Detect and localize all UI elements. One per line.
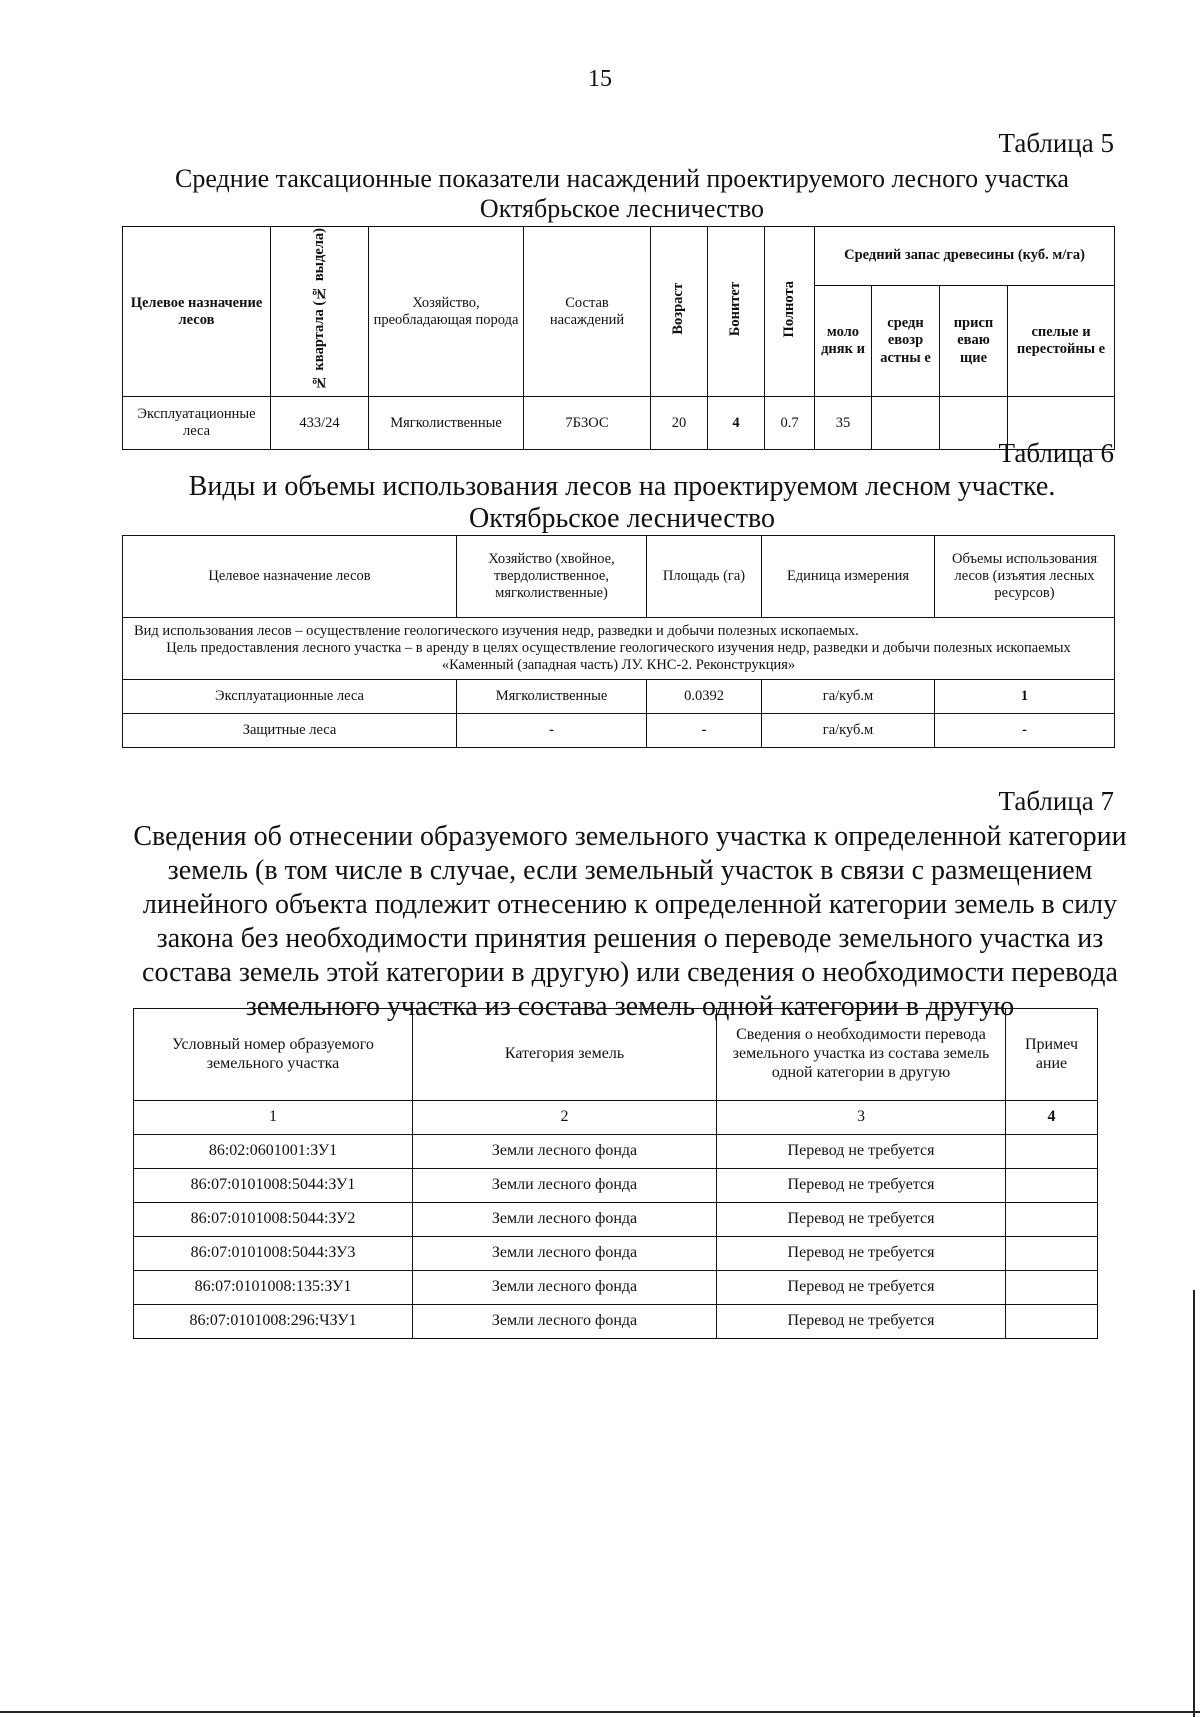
table-row — [134, 1305, 1098, 1339]
t7-row3-transfer: Перевод не требуется — [717, 1203, 1006, 1237]
t6-row1-volume: 1 — [935, 680, 1115, 714]
table5 — [122, 226, 1115, 450]
t6-row2-unit: га/куб.м — [762, 714, 935, 748]
t7-row6-number: 86:07:0101008:296:ЧЗУ1 — [134, 1305, 413, 1339]
t5-header-middle: средн евозр астны е — [872, 285, 940, 397]
table6-title — [122, 471, 1122, 535]
t7-row2-transfer: Перевод не требуется — [717, 1169, 1006, 1203]
page-number: 15 — [588, 66, 612, 92]
t5-cell-middle — [872, 397, 940, 450]
t7-row6-category: Земли лесного фонда — [413, 1305, 717, 1339]
t7-colnum-3: 3 — [717, 1101, 1006, 1135]
t7-row4-transfer: Перевод не требуется — [717, 1237, 1006, 1271]
table7-title-line1: Сведения об отнесении образуемого земельного участка к определенной категории — [133, 821, 1127, 852]
t5-cell-economy: Мягколиственные — [369, 397, 524, 450]
t7-row3-note — [1006, 1203, 1098, 1237]
t6-header-purpose: Целевое назначение лесов — [123, 536, 457, 618]
t7-header-transfer: Сведения о необходимости перевода земельного участка из состава земель одной категории в другую — [717, 1009, 1006, 1101]
table-row — [134, 1271, 1098, 1305]
table-row — [134, 1237, 1098, 1271]
t7-colnum-1: 1 — [134, 1101, 413, 1135]
t7-row6-transfer: Перевод не требуется — [717, 1305, 1006, 1339]
t6-row1-area: 0.0392 — [647, 680, 762, 714]
table-row — [123, 714, 1115, 748]
table5-label: Таблица 5 — [998, 128, 1114, 158]
t6-row2-area: - — [647, 714, 762, 748]
t6-note-line1: Вид использования лесов – осуществление геологического изучения недр, разведки и добычи полезных ископаемых. — [134, 622, 859, 639]
t7-row4-number: 86:07:0101008:5044:ЗУ3 — [134, 1237, 413, 1271]
t6-row2-economy: - — [457, 714, 647, 748]
t7-row5-note — [1006, 1271, 1098, 1305]
t7-row3-category: Земли лесного фонда — [413, 1203, 717, 1237]
table7-title-line4: закона без необходимости принятия решения о переводе земельного участка из — [156, 923, 1104, 954]
t7-row6-note — [1006, 1305, 1098, 1339]
t7-row5-transfer: Перевод не требуется — [717, 1271, 1006, 1305]
bottom-edge-line — [0, 1711, 1200, 1713]
t5-header-age-text: Возраст — [670, 283, 687, 335]
t6-note — [123, 618, 1115, 680]
t5-cell-age: 20 — [651, 397, 708, 450]
table7-title-line6: земельного участка из состава земель одной категории в другую — [245, 991, 1015, 1022]
t5-header-young: моло дняк и — [815, 285, 872, 397]
t5-cell-quarter: 433/24 — [271, 397, 369, 450]
t7-row4-category: Земли лесного фонда — [413, 1237, 717, 1271]
table7-title-line3: линейного объекта подлежит отнесению к определенной категории земель в силу — [142, 889, 1118, 920]
t7-row2-note — [1006, 1169, 1098, 1203]
t5-header-quarter-text: № квартала (№ выдела) — [310, 228, 327, 391]
t6-header-area: Площадь (га) — [647, 536, 762, 618]
t5-cell-purpose: Эксплуатационные леса — [123, 397, 271, 450]
table5-title-line1: Средние таксационные показатели насаждений проектируемого лесного участка — [175, 164, 1069, 193]
t7-header-note: Примеч ание — [1006, 1009, 1098, 1101]
t6-row1-economy: Мягколиственные — [457, 680, 647, 714]
t7-colnum-2: 2 — [413, 1101, 717, 1135]
t7-row4-note — [1006, 1237, 1098, 1271]
t7-row3-number: 86:07:0101008:5044:ЗУ2 — [134, 1203, 413, 1237]
t5-header-maturing: присп еваю щие — [940, 285, 1008, 397]
right-edge-line — [1193, 1290, 1195, 1717]
table6-title-line2: Октябрьское лесничество — [469, 503, 775, 534]
table6-title-line1: Виды и объемы использования лесов на проектируемом лесном участке. — [188, 471, 1056, 502]
t5-cell-young: 35 — [815, 397, 872, 450]
table-row — [134, 1203, 1098, 1237]
t5-header-age — [651, 227, 708, 397]
table7 — [133, 1008, 1098, 1339]
t7-header-number: Условный номер образуемого земельного участка — [134, 1009, 413, 1101]
t5-header-bonitet — [708, 227, 765, 397]
t5-header-density — [765, 227, 815, 397]
t6-row1-purpose: Эксплуатационные леса — [123, 680, 457, 714]
t7-row2-category: Земли лесного фонда — [413, 1169, 717, 1203]
t6-header-economy: Хозяйство (хвойное, твердолиственное, мягколиственные) — [457, 536, 647, 618]
t5-cell-density: 0.7 — [765, 397, 815, 450]
t6-header-unit: Единица измерения — [762, 536, 935, 618]
t5-cell-bonitet: 4 — [708, 397, 765, 450]
t7-row2-number: 86:07:0101008:5044:ЗУ1 — [134, 1169, 413, 1203]
table5-title-line2: Октябрьское лесничество — [479, 194, 765, 223]
t7-row1-note — [1006, 1135, 1098, 1169]
t5-cell-composition: 7Б3ОС — [524, 397, 651, 450]
t7-row5-number: 86:07:0101008:135:ЗУ1 — [134, 1271, 413, 1305]
t5-header-mature: спелые и перестойны е — [1008, 285, 1115, 397]
t7-row5-category: Земли лесного фонда — [413, 1271, 717, 1305]
table-row — [123, 397, 1115, 450]
t6-note-line2: Цель предоставления лесного участка – в аренду в целях осуществление геологического изучения недр, разведки и добычи полезных ископаемых «Каменный (западная часть) ЛУ. КНС-2. Реконструкция» — [166, 639, 1071, 674]
table7-title-line5: состава земель этой категории в другую) или сведения о необходимости перевода — [142, 957, 1118, 988]
table6 — [122, 535, 1115, 748]
t7-row1-category: Земли лесного фонда — [413, 1135, 717, 1169]
table7-title — [100, 820, 1160, 1024]
t5-header-bonitet-text: Бонитет — [727, 281, 744, 337]
t5-cell-maturing — [940, 397, 1008, 450]
t7-row1-transfer: Перевод не требуется — [717, 1135, 1006, 1169]
t7-colnum-4: 4 — [1006, 1101, 1098, 1135]
table-row — [123, 680, 1115, 714]
t5-header-stock-group: Средний запас древесины (куб. м/га) — [815, 227, 1115, 286]
t6-header-volume: Объемы использования лесов (изъятия лесных ресурсов) — [935, 536, 1115, 618]
t6-row1-unit: га/куб.м — [762, 680, 935, 714]
t6-row2-volume: - — [935, 714, 1115, 748]
table5-title — [122, 164, 1122, 224]
t5-header-economy: Хозяйство, преобладающая порода — [369, 227, 524, 397]
t6-row2-purpose: Защитные леса — [123, 714, 457, 748]
t5-header-density-text: Полнота — [780, 280, 797, 338]
table-row — [134, 1169, 1098, 1203]
table6-label: Таблица 6 — [998, 438, 1114, 468]
table-row — [134, 1135, 1098, 1169]
t5-header-composition: Состав насаждений — [524, 227, 651, 397]
t7-row1-number: 86:02:0601001:ЗУ1 — [134, 1135, 413, 1169]
t7-header-category: Категория земель — [413, 1009, 717, 1101]
t5-header-purpose: Целевое назначение лесов — [123, 227, 271, 397]
table7-title-line2: земель (в том числе в случае, если земельный участок в связи с размещением — [167, 855, 1093, 886]
table7-label: Таблица 7 — [998, 786, 1114, 816]
t5-header-quarter — [271, 227, 369, 397]
